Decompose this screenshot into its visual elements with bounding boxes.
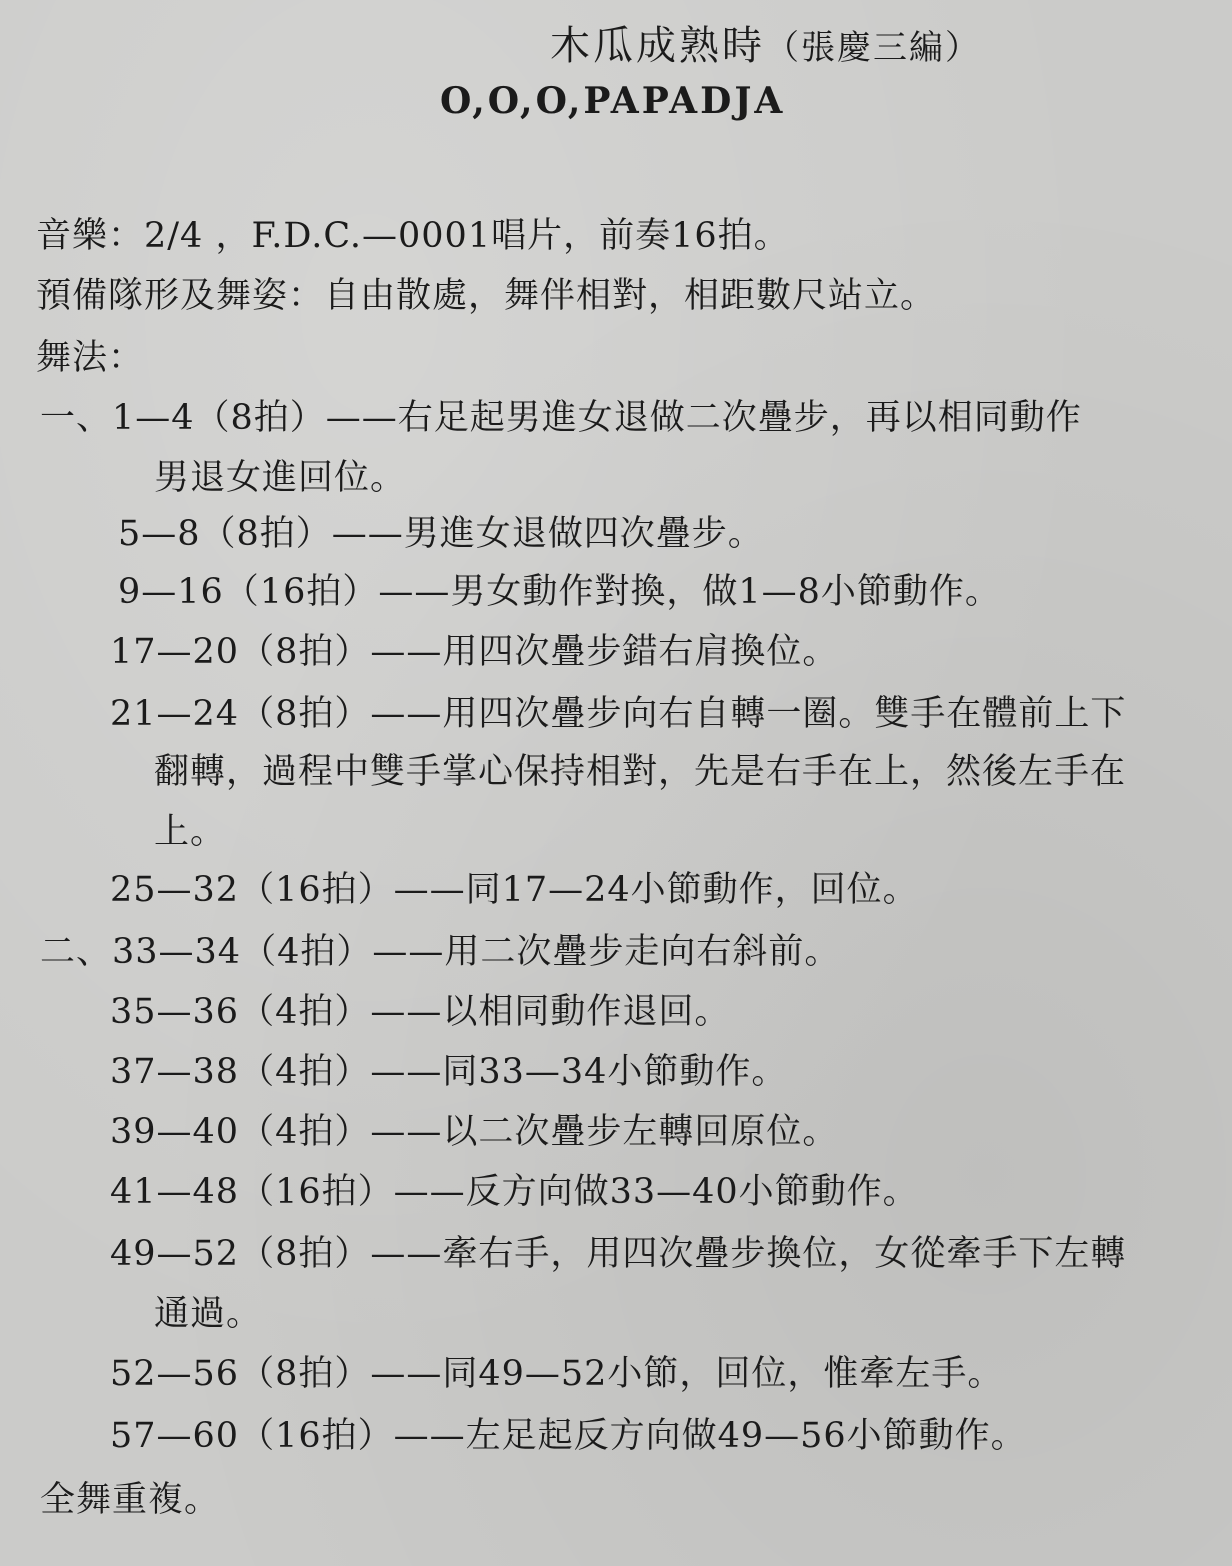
- step-line: 二、33—34（4拍）——用二次疊步走向右斜前。: [40, 932, 841, 972]
- music-info: 音樂：2/4 ，F.D.C.—0001唱片，前奏16拍。: [36, 216, 790, 256]
- step-line: 上。: [154, 812, 227, 852]
- step-line: 9—16（16拍）——男女動作對換，做1—8小節動作。: [118, 572, 1001, 612]
- method-label: 舞法：: [36, 338, 145, 378]
- dance-subtitle: O,O,O,PAPADJA: [440, 80, 786, 122]
- title-text: 木瓜成熟時: [550, 23, 765, 69]
- editor-credit: （張慶三編）: [765, 28, 981, 68]
- step-line: 21—24（8拍）——用四次疊步向右自轉一圈。雙手在體前上下: [110, 694, 1127, 734]
- step-line: 5—8（8拍）——男進女退做四次疊步。: [118, 514, 764, 554]
- step-line: 通過。: [154, 1294, 263, 1334]
- step-line: 41—48（16拍）——反方向做33—40小節動作。: [110, 1172, 919, 1212]
- step-line: 52—56（8拍）——同49—52小節，回位，惟牽左手。: [110, 1354, 1004, 1394]
- step-line: 35—36（4拍）——以相同動作退回。: [110, 992, 731, 1032]
- step-line: 男退女進回位。: [154, 458, 407, 498]
- step-line: 翻轉，過程中雙手掌心保持相對，先是右手在上，然後左手在: [154, 752, 1127, 792]
- step-line: 37—38（4拍）——同33—34小節動作。: [110, 1052, 788, 1092]
- step-line: 25—32（16拍）——同17—24小節動作，回位。: [110, 870, 919, 910]
- dance-title: [550, 14, 981, 71]
- step-line: 57—60（16拍）——左足起反方向做49—56小節動作。: [110, 1416, 1027, 1456]
- repeat-note: 全舞重複。: [40, 1480, 221, 1520]
- step-line: 一、1—4（8拍）——右足起男進女退做二次疊步，再以相同動作: [40, 398, 1082, 438]
- step-line: 49—52（8拍）——牽右手，用四次疊步換位，女從牽手下左轉: [110, 1234, 1127, 1274]
- step-line: 39—40（4拍）——以二次疊步左轉回原位。: [110, 1112, 839, 1152]
- step-line: 17—20（8拍）——用四次疊步錯右肩換位。: [110, 632, 839, 672]
- formation-info: 預備隊形及舞姿：自由散處，舞伴相對，相距數尺站立。: [36, 276, 937, 316]
